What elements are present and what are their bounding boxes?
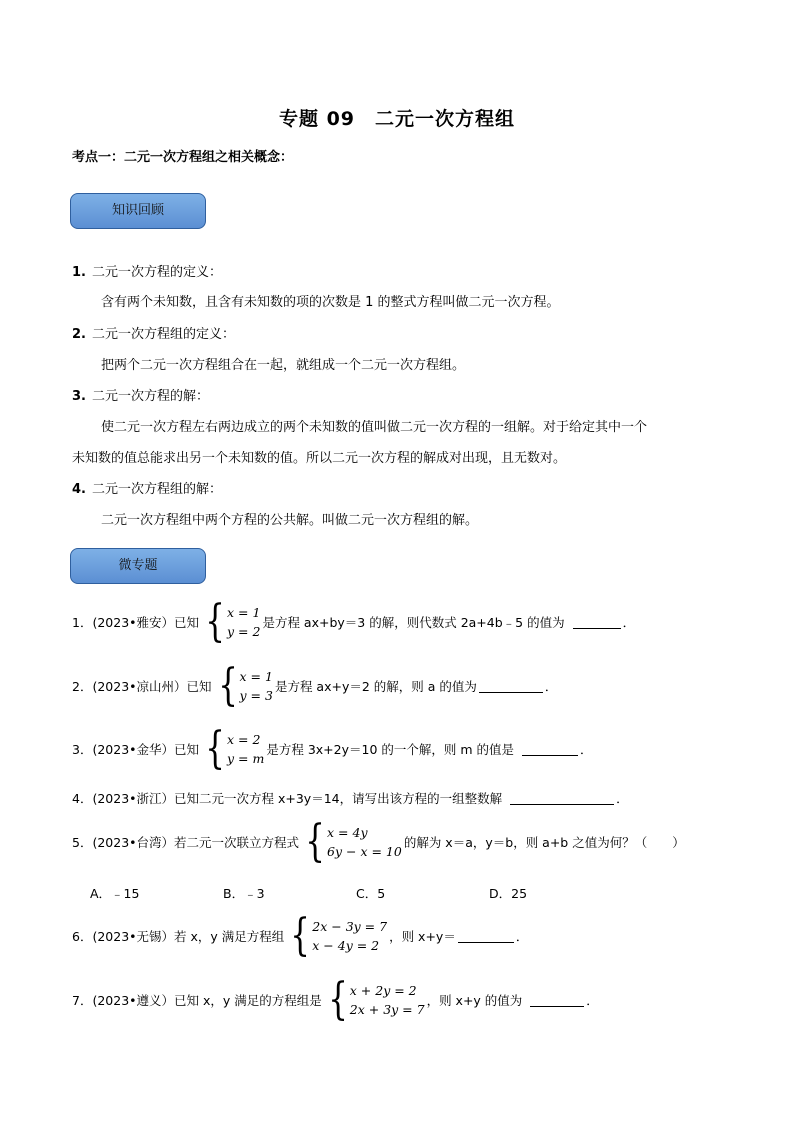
micro-topic-badge: 微专题 [70, 548, 206, 584]
definition-3-heading: 3. 二元一次方程的解： [72, 389, 209, 404]
problem-6: 6．(2023•无锡）若 x，y 满足方程组 { 2x − 3y = 7 x − 4y = 2 ，则 x+y＝ ． [72, 910, 529, 961]
problem-1: 1．(2023•雅安）已知 { x = 1 y = 2 是方程 ax+by＝3 的解，则代数式 2a+4b﹣5 的值为 ． [72, 596, 636, 647]
definition-1-heading: 1. 二元一次方程的定义： [72, 265, 222, 280]
answer-blank[interactable] [522, 743, 578, 756]
definition-3-body: 使二元一次方程左右两边成立的两个未知数的值叫做二元一次方程的一组解。对于给定其中一个 [101, 420, 648, 435]
section-heading: 考点一：二元一次方程组之相关概念： [72, 150, 294, 165]
choice-a[interactable]: A．﹣15 [90, 886, 140, 901]
definition-3-body-cont: 未知数的值总能求出另一个未知数的值。所以二元一次方程的解成对出现，且无数对。 [72, 451, 567, 466]
problem-2: 2．(2023•凉山州）已知 { x = 1 y = 3 是方程 ax+y＝2 的解，则 a 的值为 ． [72, 660, 558, 711]
problem-3: 3．(2023•金华）已知 { x = 2 y = m 是方程 3x+2y＝10 的一个解，则 m 的值是 ． [72, 723, 593, 774]
equation-system: { x = 2 y = m [205, 723, 265, 774]
answer-blank[interactable] [530, 994, 584, 1007]
choice-b[interactable]: B．﹣3 [223, 886, 265, 901]
answer-blank[interactable] [510, 792, 614, 805]
definition-4-body: 二元一次方程组中两个方程的公共解。叫做二元一次方程组的解。 [101, 513, 479, 528]
definition-1-body: 含有两个未知数，且含有未知数的项的次数是 1 的整式方程叫做二元一次方程。 [101, 295, 560, 310]
definition-2-heading: 2. 二元一次方程组的定义： [72, 327, 235, 342]
answer-blank[interactable] [573, 616, 621, 629]
equation-system: { x = 1 y = 3 [217, 660, 273, 711]
equation-system: { 2x − 3y = 7 x − 4y = 2 [290, 910, 388, 961]
page-title: 专题 09 二元一次方程组 [278, 108, 516, 130]
definition-2-body: 把两个二元一次方程组合在一起，就组成一个二元一次方程组。 [101, 358, 466, 373]
equation-system: { x = 1 y = 2 [205, 596, 261, 647]
equation-system: { x + 2y = 2 2x + 3y = 7 [327, 974, 425, 1025]
knowledge-review-badge: 知识回顾 [70, 193, 206, 229]
problem-4: 4．(2023•浙江）已知二元一次方程 x+3y＝14，请写出该方程的一组整数解 ． [72, 791, 629, 806]
problem-7: 7．(2023•遵义）已知 x，y 满足的方程组是 { x + 2y = 2 2x + 3y = 7 ，则 x+y 的值为 ． [72, 974, 599, 1025]
choice-c[interactable]: C．5 [356, 886, 386, 901]
choice-d[interactable]: D．25 [489, 886, 528, 901]
answer-blank[interactable] [458, 930, 514, 943]
definition-4-heading: 4. 二元一次方程组的解： [72, 482, 222, 497]
equation-system: { x = 4y 6y − x = 10 [305, 816, 402, 867]
answer-choices [90, 884, 622, 902]
problem-5: 5．(2023•台湾）若二元一次联立方程式 { x = 4y 6y − x = 10 的解为 x＝a，y＝b，则 a+b 之值为何？（ ） [72, 816, 685, 867]
answer-blank[interactable] [479, 680, 543, 693]
